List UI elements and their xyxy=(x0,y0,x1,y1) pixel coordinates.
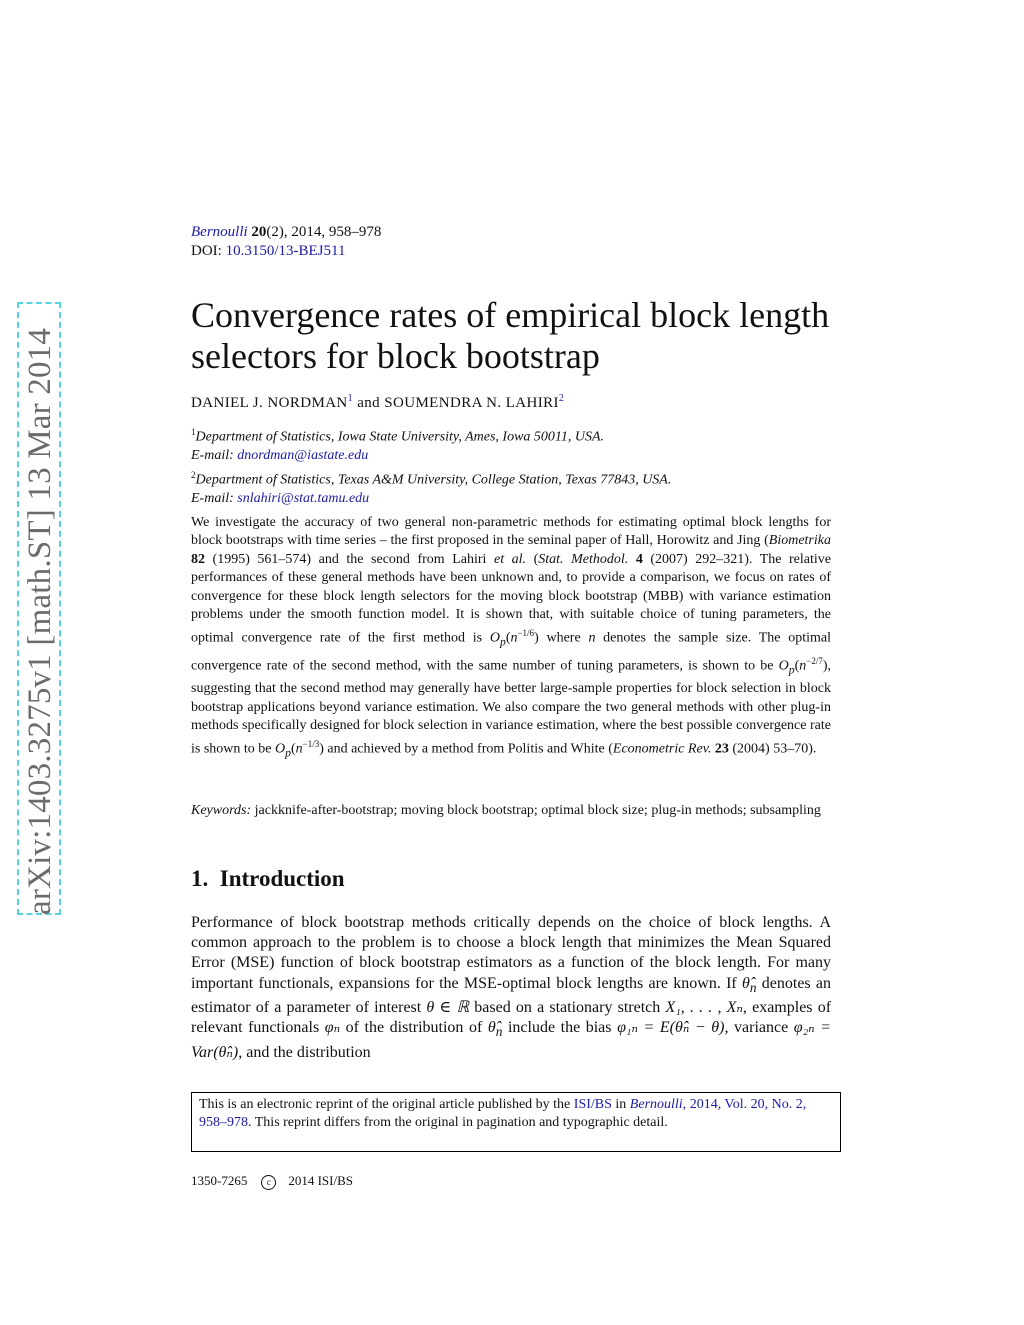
affiliation-ref[interactable]: 2 xyxy=(558,393,565,404)
email-link[interactable]: snlahiri@stat.tamu.edu xyxy=(237,490,370,506)
affiliation-item: $^1$Department of Statistics, Iowa State University, Ames, Iowa 50011, USA. xyxy=(191,427,605,445)
keywords-text: jackknife-after-bootstrap; moving block bootstrap; optimal block size; plug-in methods; subsampling xyxy=(254,803,821,818)
journal-citation xyxy=(191,223,831,261)
publisher-link[interactable]: ISI/BS xyxy=(573,1097,612,1112)
issn: 1350-7265 xyxy=(191,1173,248,1188)
journal-reprint-link[interactable]: Bernoulli, xyxy=(629,1097,687,1112)
affiliation-item: $^2$Department of Statistics, Texas A&M University, College Station, Texas 77843, USA. xyxy=(191,469,672,488)
journal-link[interactable]: Bernoulli xyxy=(191,224,248,240)
journal-issue-pages: (2), 2014, 958–978 xyxy=(266,224,382,240)
doi-link[interactable]: 10.3150/13-BEJ511 xyxy=(225,243,346,259)
section-heading: 1. Introduction xyxy=(191,866,345,891)
abstract: We investigate the accuracy of two general non-parametric methods for estimating optimal block lengths for block bootstraps with time series – the first proposed in the seminal paper of Hall, Horowitz and Jing (Biometrika 82 (1995) 561–574) and the second from Lahiri et al. (Stat. Methodol. 4 (2007) 292–321). The relative performances of these general methods have been unknown and, to provide a comparison, we focus on rates of convergence for these block length selectors for the moving block bootstrap (MBB) with variance estimation problems under the smooth function model. It is shown that, with suitable choice of tuning parameters, the optimal convergence rate of the first method is $O_p(n^{-1/6})$ where n denotes the sample size. The optimal convergence rate of the second method, with the same number of tuning parameters, is shown to be $O_p(n^{-2/7})$, suggesting that the second method may generally have better large-sample properties for block selection in block bootstrap applications beyond variance estimation. We also compare the two general methods with other plug-in methods specifically designed for block selection in variance estimation, where the best possible convergence rate is shown to be $O_p(n^{-1/3})$ and achieved by a method from Politis and White (Econometric Rev. 23 (2004) 53–70). xyxy=(191,515,831,760)
keywords xyxy=(191,802,831,820)
issue-link[interactable]: 2014, Vol. 20, No. 2, 958–978 xyxy=(199,1097,807,1131)
affiliations xyxy=(191,423,831,508)
author-name: DANIEL J. NORDMAN xyxy=(191,395,348,411)
author-line xyxy=(191,393,831,412)
doi-label: DOI: xyxy=(191,243,222,259)
affiliation-email: E-mail: snlahiri@stat.tamu.edu xyxy=(191,490,370,506)
introduction-text: Performance of block bootstrap methods critically depends on the choice of block lengths. A common approach to the problem is to choose a block length that minimizes the Mean Squared Error (MSE) function of block bootstrap estimators as a function of the block length. For many important functionals, expansions for the MSE-optimal block lengths are known. If $\thetâ_n$ denotes an estimator of a parameter of interest θ ∈ ℝ based on a stationary stretch X₁, . . . , Xₙ, examples of relevant functionals φₙ of the distribution of $\thetâ_n$ include the bias φ₁ₙ = E(θ̂ₙ − θ), variance φ₂ₙ = Var(θ̂ₙ), and the distribution xyxy=(191,914,832,1061)
affiliation-email: E-mail: dnordman@iastate.edu xyxy=(191,448,369,464)
affiliation-ref[interactable]: 1 xyxy=(347,393,354,404)
paper-title: Convergence rates of empirical block length selectors for block bootstrap xyxy=(191,295,830,376)
arxiv-identifier[interactable]: arXiv:1403.3275v1 [math.ST] 13 Mar 2014 xyxy=(22,327,58,915)
reprint-notice: This is an electronic reprint of the original article published by the ISI/BS in Bernoulli, 2014, Vol. 20, No. 2, 958–978. This reprint differs from the original in pagination and typographic detail. xyxy=(191,1092,841,1152)
journal-volume: 20 xyxy=(251,224,267,240)
keywords-label: Keywords: xyxy=(191,803,252,818)
copyright-line xyxy=(191,1173,831,1190)
author-conjunction: and xyxy=(357,395,381,411)
author-name: SOUMENDRA N. LAHIRI xyxy=(384,395,559,411)
email-link[interactable]: dnordman@iastate.edu xyxy=(237,448,369,464)
copyright-text: 2014 ISI/BS xyxy=(288,1173,353,1188)
copyright-icon: c xyxy=(261,1175,276,1190)
